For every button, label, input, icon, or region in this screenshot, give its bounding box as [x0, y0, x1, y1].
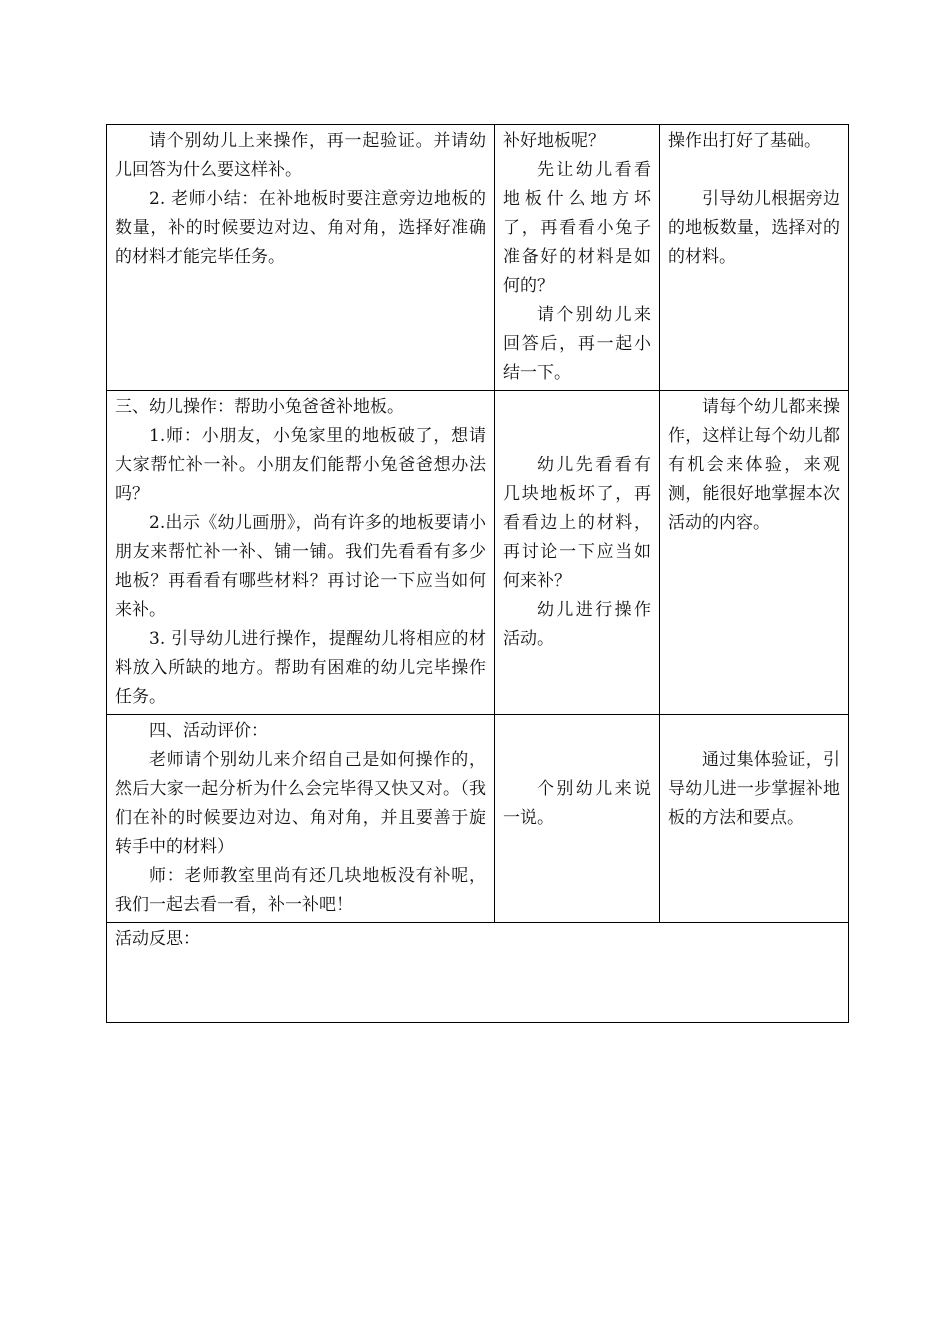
lesson-plan-table: [106, 124, 849, 1023]
reflection-cell: [107, 923, 849, 1023]
paragraph: 请个别幼儿来回答后，再一起小结一下。: [503, 305, 651, 383]
paragraph: 2. 老师小结：在补地板时要注意旁边地板的数量，补的时候要边对边、角对角，选择好准确的材料才能完毕任务。: [115, 189, 486, 267]
paragraph: 引导幼儿根据旁边的地板数量，选择对的的材料。: [668, 189, 840, 267]
paragraph: 1.师：小朋友，小兔家里的地板破了，想请大家帮忙补一补。小朋友们能帮小兔爸爸想办法吗？: [115, 426, 486, 504]
paragraph: 幼儿进行操作活动。: [503, 600, 651, 649]
table-row: [107, 125, 849, 391]
paragraph: 老师请个别幼儿来介绍自己是如何操作的，然后大家一起分析为什么会完毕得又快又对。（我们在补的时候要边对边、角对角，并且要善于旋转手中的材料）: [115, 750, 486, 857]
paragraph: 通过集体验证，引导幼儿进一步掌握补地板的方法和要点。: [668, 750, 840, 828]
paragraph: 个别幼儿来说一说。: [503, 779, 651, 828]
child-activity-cell: [495, 715, 660, 923]
child-activity-cell: [495, 125, 660, 391]
paragraph: 师：老师教室里尚有还几块地板没有补呢，我们一起去看一看，补一补吧！: [115, 866, 486, 915]
paragraph: 补好地板呢？: [503, 131, 605, 151]
process-cell: [107, 125, 495, 391]
process-cell: [107, 715, 495, 923]
paragraph: 3. 引导幼儿进行操作，提醒幼儿将相应的材料放入所缺的地方。帮助有困难的幼儿完毕操作任务。: [115, 629, 486, 707]
paragraph: 操作出打好了基础。: [668, 131, 821, 151]
table-row: [107, 923, 849, 1023]
paragraph: 请个别幼儿上来操作，再一起验证。并请幼儿回答为什么要这样补。: [115, 131, 486, 180]
paragraph: 2.出示《幼儿画册》，尚有许多的地板要请小朋友来帮忙补一补、铺一铺。我们先看看有多少地板？再看看有哪些材料？再讨论一下应当如何来补。: [115, 513, 486, 620]
table-row: [107, 715, 849, 923]
paragraph: 先让幼儿看看地板什么地方坏了，再看看小兔子准备好的材料是如何的？: [503, 160, 651, 296]
intent-cell: [660, 391, 849, 715]
intent-cell: [660, 125, 849, 391]
table-row: [107, 391, 849, 715]
section-heading: 四、活动评价：: [149, 721, 268, 741]
process-cell: [107, 391, 495, 715]
paragraph: 请每个幼儿都来操作，这样让每个幼儿都有机会来体验，来观测，能很好地掌握本次活动的内容。: [668, 397, 840, 533]
paragraph: 幼儿先看看有几块地板坏了，再看看边上的材料，再讨论一下应当如何来补？: [503, 455, 651, 591]
child-activity-cell: [495, 391, 660, 715]
reflection-label: 活动反思：: [115, 929, 200, 949]
section-heading: 三、幼儿操作：帮助小兔爸爸补地板。: [115, 397, 404, 417]
intent-cell: [660, 715, 849, 923]
